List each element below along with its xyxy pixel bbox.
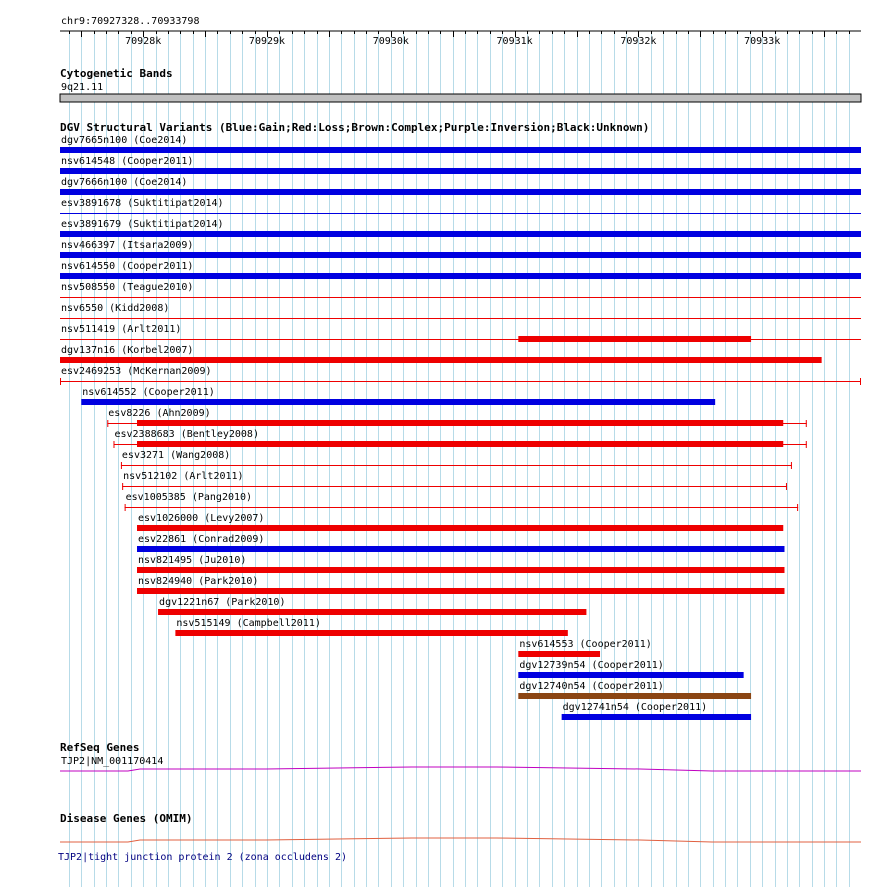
dgv-variant-label: esv3891679 (Suktitipat2014) (61, 219, 224, 230)
dgv-variant[interactable] (107, 408, 806, 427)
dgv-variant-label: dgv7666n100 (Coe2014) (61, 177, 188, 188)
dgv-variant-label: esv22861 (Conrad2009) (138, 534, 265, 545)
dgv-variant[interactable] (121, 450, 792, 469)
dgv-variant-bar[interactable] (137, 525, 783, 531)
dgv-variant-label: nsv512102 (Arlt2011) (123, 471, 244, 482)
dgv-variant[interactable] (122, 471, 787, 490)
dgv-variant-label: esv2388683 (Bentley2008) (114, 429, 259, 440)
dgv-variant-bar[interactable] (137, 588, 784, 594)
dgv-variant[interactable] (60, 261, 861, 279)
ruler-tick-label: 70932k (620, 36, 657, 47)
dgv-variant-core-bar[interactable] (518, 336, 751, 342)
dgv-variant[interactable] (137, 555, 784, 573)
dgv-variant[interactable] (113, 429, 806, 448)
dgv-variant-label: nsv508550 (Teague2010) (61, 282, 194, 293)
dgv-variant[interactable] (562, 702, 751, 720)
dgv-variant[interactable] (60, 240, 861, 258)
omim-track-title: Disease Genes (OMIM) (60, 812, 193, 825)
dgv-variant-bar[interactable] (175, 630, 567, 636)
dgv-variant-label: dgv12739n54 (Cooper2011) (519, 660, 664, 671)
cytoband-bar[interactable] (60, 94, 861, 102)
dgv-variant-label: nsv614548 (Cooper2011) (61, 156, 194, 167)
dgv-variant[interactable] (60, 324, 861, 342)
dgv-variant-bar[interactable] (60, 273, 861, 279)
dgv-variant-bar[interactable] (518, 672, 743, 678)
dgv-variant-bar[interactable] (60, 168, 861, 174)
dgv-variant-bar[interactable] (60, 252, 861, 258)
cytoband-label: 9q21.11 (61, 82, 104, 93)
dgv-variant[interactable] (158, 597, 586, 615)
dgv-variant-label: dgv12741n54 (Cooper2011) (562, 702, 708, 713)
dgv-variant[interactable] (81, 387, 715, 405)
dgv-variant-bar[interactable] (137, 546, 784, 552)
dgv-variant-label: nsv515149 (Campbell2011) (176, 618, 321, 629)
dgv-variant[interactable] (125, 492, 798, 511)
refseq-gene-label[interactable]: TJP2|NM_001170414 (61, 756, 164, 767)
dgv-variant-bar[interactable] (158, 609, 586, 615)
dgv-variant-bar[interactable] (60, 357, 822, 363)
dgv-variant-bar[interactable] (518, 651, 600, 657)
dgv-variant-label: dgv12740n54 (Cooper2011) (519, 681, 664, 692)
dgv-variant-core-bar[interactable] (137, 420, 783, 426)
omim-gene-label[interactable]: TJP2|tight junction protein 2 (zona occludens 2) (58, 852, 347, 863)
dgv-variant-label: esv8226 (Ahn2009) (108, 408, 211, 419)
dgv-variant[interactable] (137, 534, 784, 552)
dgv-variant-label: nsv614552 (Cooper2011) (82, 387, 215, 398)
dgv-variant-core-bar[interactable] (137, 441, 783, 447)
dgv-variant-bar[interactable] (518, 693, 751, 699)
dgv-variant-label: nsv466397 (Itsara2009) (61, 240, 194, 251)
dgv-variant[interactable] (518, 639, 651, 657)
ruler-tick-label: 70928k (125, 36, 162, 47)
dgv-variant[interactable] (60, 135, 861, 153)
dgv-variant-label: esv1026000 (Levy2007) (138, 513, 265, 524)
dgv-variant-label: dgv137n16 (Korbel2007) (61, 345, 194, 356)
dgv-variant-label: esv3271 (Wang2008) (121, 450, 231, 461)
ruler-tick-label: 70933k (744, 36, 781, 47)
dgv-variant[interactable] (175, 618, 567, 636)
cytoband-track-title: Cytogenetic Bands (60, 67, 173, 80)
dgv-track-title: DGV Structural Variants (Blue:Gain;Red:Loss;Brown:Complex;Purple:Inversion;Black:Unknown) (60, 121, 650, 134)
dgv-variant[interactable] (60, 177, 861, 195)
dgv-variant-label: esv3891678 (Suktitipat2014) (61, 198, 224, 209)
omim-track (58, 812, 861, 863)
dgv-variant[interactable] (518, 681, 751, 699)
dgv-variant-bar[interactable] (60, 189, 861, 195)
ruler-tick-label: 70931k (496, 36, 533, 47)
dgv-variant-label: nsv821495 (Ju2010) (138, 555, 247, 566)
dgv-variant[interactable] (137, 576, 784, 594)
dgv-variant-label: nsv6550 (Kidd2008) (61, 303, 170, 314)
ruler-tick-label: 70930k (372, 36, 409, 47)
dgv-variant[interactable] (518, 660, 743, 678)
dgv-variant-label: nsv511419 (Arlt2011) (61, 324, 182, 335)
dgv-variant-label: esv2469253 (McKernan2009) (61, 366, 212, 377)
dgv-variant-label: nsv614550 (Cooper2011) (61, 261, 194, 272)
ruler-tick-label: 70929k (248, 36, 286, 47)
dgv-variant-label: nsv824940 (Park2010) (138, 576, 259, 587)
dgv-variant-label: dgv1221n67 (Park2010) (159, 597, 286, 608)
refseq-track-title: RefSeq Genes (60, 741, 140, 754)
dgv-variant-bar[interactable] (562, 714, 751, 720)
dgv-variant-label: nsv614553 (Cooper2011) (519, 639, 652, 650)
ruler-ticks (70, 31, 850, 47)
dgv-variant[interactable] (60, 219, 861, 237)
dgv-variant[interactable] (60, 156, 861, 174)
dgv-variant-bar[interactable] (81, 399, 715, 405)
dgv-variant[interactable] (137, 513, 783, 531)
locus-label: chr9:70927328..70933798 (61, 16, 200, 27)
dgv-variant-bar[interactable] (60, 231, 861, 237)
dgv-variant-label: dgv7665n100 (Coe2014) (61, 135, 188, 146)
dgv-variant-bar[interactable] (137, 567, 784, 573)
dgv-variant-label: esv1005385 (Pang2010) (125, 492, 253, 503)
dgv-variant-bar[interactable] (60, 147, 861, 153)
